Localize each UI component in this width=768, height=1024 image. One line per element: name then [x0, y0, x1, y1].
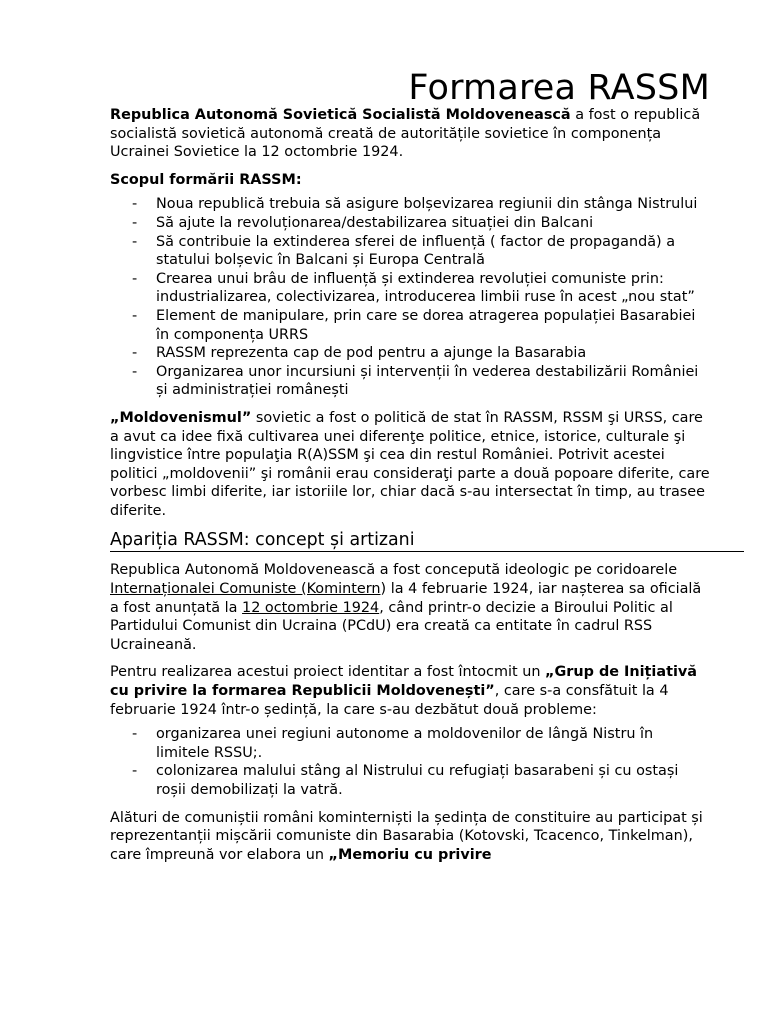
list-item-text: Să contribuie la extinderea sferei de influență ( factor de propagandă) a statului bolșevic în Balcani și Europa Centrală — [156, 233, 676, 269]
list-item — [110, 233, 710, 270]
heading-underline-rule — [110, 551, 744, 552]
list-dash-marker: - — [132, 270, 138, 287]
komintern-link[interactable]: Internaționalei Comuniste (Komintern — [110, 581, 381, 598]
section-heading-wrap — [110, 529, 710, 551]
list-item — [110, 214, 710, 233]
list-item-text: Crearea unui brâu de influență și extinderea revoluției comuniste prin: industrializarea, colectivizarea, introducerea limbii ruse în acest „nou stat” — [156, 270, 695, 306]
list-item — [110, 344, 710, 363]
section-heading: Apariția RASSM: concept și artizani — [110, 530, 415, 551]
list-item-text: Să ajute la revoluționarea/destabilizarea situației din Balcani — [156, 214, 594, 231]
list-item — [110, 363, 710, 400]
list-dash-marker: - — [132, 763, 138, 780]
concept-paragraph — [110, 561, 710, 654]
list-dash-marker: - — [132, 345, 138, 362]
last-paragraph — [110, 809, 710, 865]
scope-heading: Scopul formării RASSM: — [110, 171, 302, 188]
scope-list — [110, 195, 710, 400]
list-item-text: colonizarea malului stâng al Nistrului cu refugiați basarabeni și cu ostași roșii demobilizați la vatră. — [156, 763, 679, 798]
group-text-1: Pentru realizarea acestui proiect identitar a fost întocmit un — [110, 664, 546, 681]
list-dash-marker: - — [132, 363, 138, 380]
list-item — [110, 762, 710, 799]
moldovenism-text: sovietic a fost o politică de stat în RASSM, RSSM şi URSS, care a avut ca idee fixă cultivarea unei diferenţe politice, etnice, istorice, culturale şi lingvistice între populaţia R(A)SSM şi cea din restul României. Potrivit acestei politici „moldovenii” şi românii erau consideraţi parte a două popoare diferite, care vorbesc limbi diferite, iar istoriile lor, chiar dacă s-au intersectat în timp, au trasee diferite. — [110, 409, 710, 519]
last-text: Alături de comuniștii români kominterniști la ședința de constituire au participat și reprezentanții mișcării comuniste din Basarabia (Kotovski, Tcacenco, Tinkelman), care împreună vor elabora un — [110, 809, 703, 863]
intro-paragraph — [110, 106, 710, 162]
group-text-2: , care s-a consfătuit la 4 februarie 1924 într-o ședință, la care s-au dezbătut două probleme: — [110, 683, 669, 718]
list-item — [110, 725, 710, 762]
intro-text: a fost o republică socialistă sovietică autonomă creată de autoritățile sovietice în componența Ucrainei Sovietice la 12 octombrie 1924. — [110, 107, 701, 161]
list-dash-marker: - — [132, 307, 138, 324]
problem-list — [110, 725, 710, 799]
list-item-text: Organizarea unor incursiuni și intervenții în vederea destabilizării României și administrației românești — [156, 363, 699, 399]
list-dash-marker: - — [132, 214, 138, 231]
date-link[interactable]: 12 octombrie 1924 — [242, 599, 380, 616]
list-item-text: Noua republică trebuia să asigure bolșevizarea regiunii din stânga Nistrului — [156, 196, 698, 213]
page-title: Formarea RASSM — [408, 68, 710, 108]
concept-text-3: , când printr-o decizie a Biroului Politic al Partidului Comunist din Ucraina (PCdU) era creată ca entitate în cadrul RSS Ucraineană. — [110, 599, 673, 653]
list-dash-marker: - — [132, 233, 138, 250]
document-page — [110, 68, 710, 864]
intro-bold: Republica Autonomă Sovietică Socialistă Moldovenească — [110, 107, 571, 123]
list-item — [110, 270, 710, 307]
list-item-text: RASSM reprezenta cap de pod pentru a ajunge la Basarabia — [156, 345, 587, 362]
group-bold: „Grup de Inițiativă cu privire la formarea Republicii Moldovenești” — [110, 664, 697, 700]
moldovenism-bold: „Moldovenismul” — [110, 409, 252, 426]
group-paragraph — [110, 663, 710, 719]
last-bold: „Memoriu cu privire — [328, 846, 492, 863]
moldovenism-paragraph — [110, 409, 710, 521]
concept-text-1: Republica Autonomă Moldovenească a fost concepută ideologic pe coridoarele — [110, 562, 678, 579]
list-dash-marker: - — [132, 196, 138, 213]
list-dash-marker: - — [132, 726, 138, 743]
list-item — [110, 307, 710, 344]
list-item-text: Element de manipulare, prin care se dorea atragerea populației Basarabiei în componența URRS — [156, 307, 696, 343]
list-item-text: organizarea unei regiuni autonome a moldovenilor de lângă Nistru în limitele RSSU;. — [156, 726, 654, 761]
list-item — [110, 195, 710, 214]
concept-text-2: ) la 4 februarie 1924, iar nașterea sa oficială a fost anunțată la — [110, 581, 702, 616]
